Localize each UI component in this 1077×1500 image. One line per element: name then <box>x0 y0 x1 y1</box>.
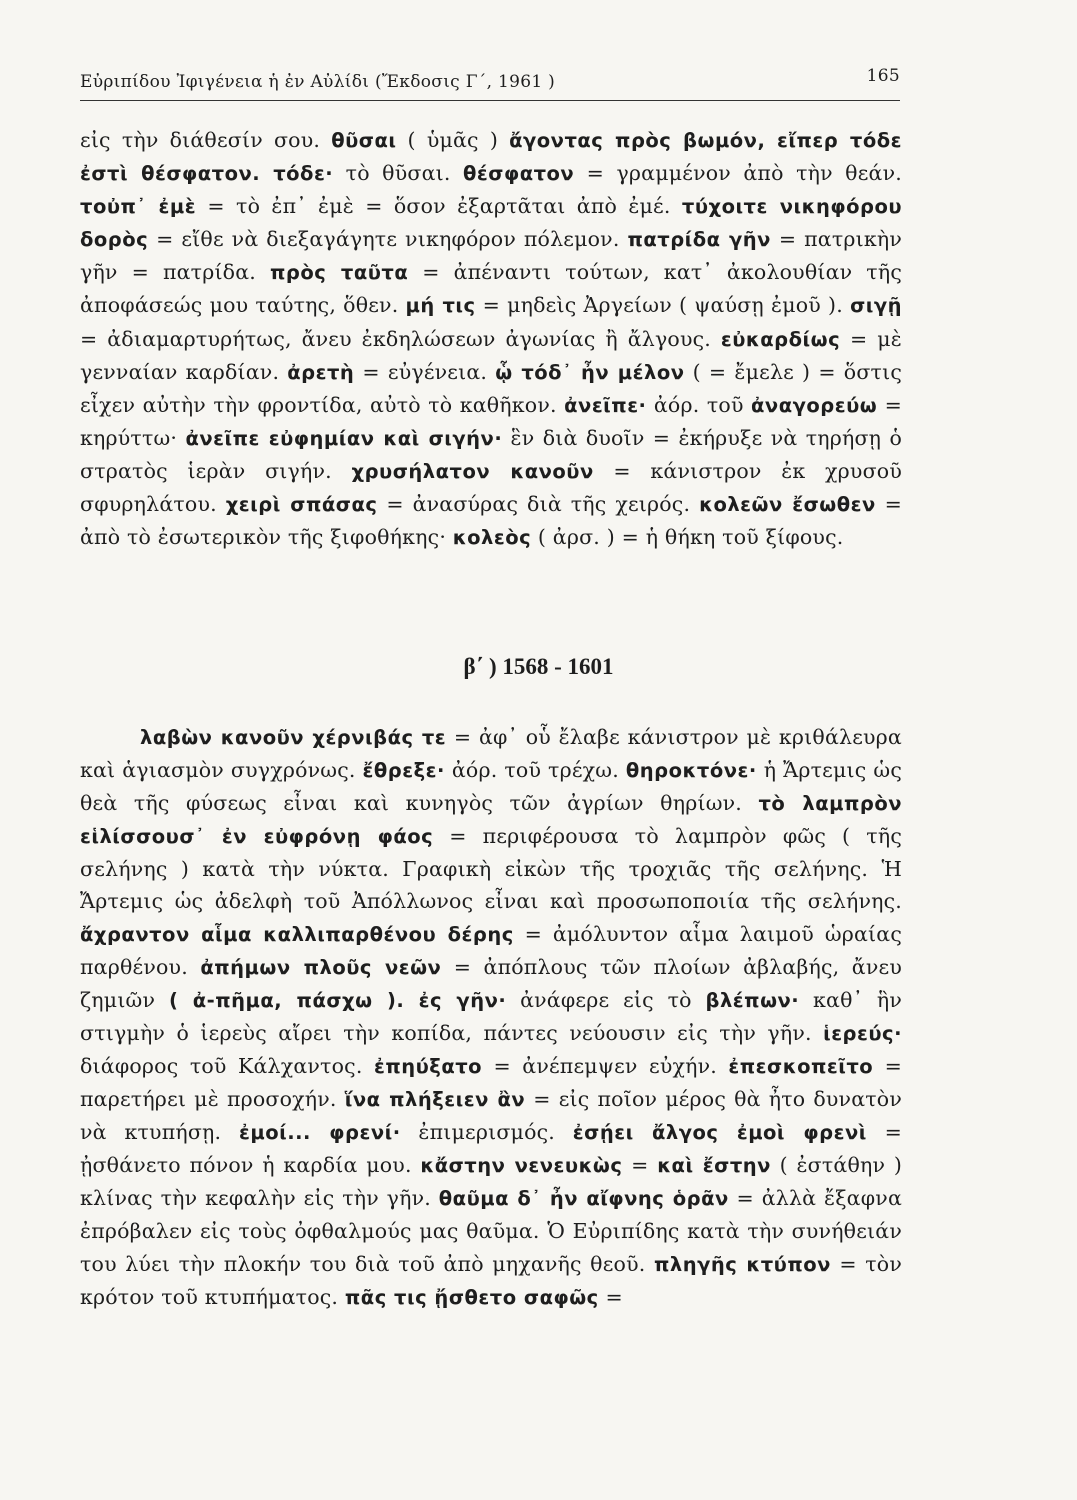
lemma: χρυσήλατον κανοῦν <box>351 459 594 483</box>
gloss-text: ( = ἔμελε ) = ὅστις εἶχεν αὐτὴν τὴν φροντίδα, αὐτὸ τὸ καθῆκον. <box>80 359 902 417</box>
gloss-text: = μηδεὶς Ἀργείων ( ψαύσῃ ἐμοῦ ). <box>475 293 851 318</box>
page-number: 165 <box>866 66 900 86</box>
gloss-text: ἀόρ. τοῦ <box>646 392 752 417</box>
lemma: ἄγοντας πρὸς βωμόν, εἴπερ τόδε ἐστὶ θέσφατον. τόδε· <box>80 129 902 186</box>
gloss-text: = γραμμένον ἀπὸ τὴν θεάν. <box>574 161 902 186</box>
header-title: Εὐριπίδου Ἰφιγένεια ἡ ἐν Αὐλίδι (Ἔκδοσις Γ΄, 1961 ) <box>80 72 556 92</box>
gloss-text: = ἀπὸ τὸ ἐσωτερικὸν τῆς ξιφοθήκης· <box>80 492 903 550</box>
commentary-paragraph <box>80 721 902 1314</box>
lemma: πᾶς τις ᾔσθετο σαφῶς <box>344 1285 599 1309</box>
gloss-text: ἡ Ἄρτεμις ὡς θεὰ τῆς φύσεως εἶναι καὶ κυνηγὸς τῶν ἀγρίων θηρίων. <box>80 758 902 816</box>
gloss-text: = ἀλλὰ ἔξαφνα ἐπρόβαλεν εἰς τοὺς ὀφθαλμούς μας θαῦμα. Ὁ Εὐριπίδης κατὰ τὴν συνήθειάν του λύει τὴν πλοκήν του διὰ τοῦ ἀπὸ μηχανῆς θεοῦ. <box>80 1186 902 1276</box>
lemma: πληγῆς κτύπον <box>653 1252 831 1276</box>
gloss-text: = ἀπέναντι τούτων, κατ᾽ ἀκολουθίαν τῆς ἀποφάσεώς μου ταύτης, ὅθεν. <box>80 260 903 318</box>
lemma: λαβὼν κανοῦν χέρνιβάς τε <box>140 726 447 749</box>
lemma: τοὐπ᾽ ἐμὲ <box>80 195 197 219</box>
gloss-text: ἐπιμερισμός. <box>400 1120 573 1145</box>
gloss-text: = τὸ ἐπ᾽ ἐμὲ = ὅσον ἐξαρτᾶται ἀπὸ ἐμέ. <box>196 194 682 219</box>
lemma: σιγῇ <box>850 294 903 318</box>
gloss-text: = ἀνασύρας διὰ τῆς χειρός. <box>377 492 700 517</box>
gloss-text: = εἰς ποῖον μέρος θὰ ἦτο δυνατὸν νὰ κτυπήσῃ. <box>80 1087 903 1145</box>
lemma: ἐσῄει ἄλγος ἐμοὶ φρενὶ <box>572 1121 867 1145</box>
gloss-text: = <box>622 1153 658 1178</box>
lemma: βλέπων· <box>705 988 800 1012</box>
lemma: εὐκαρδίως <box>720 327 841 351</box>
gloss-text: ( ἐστάθην ) κλίνας τὴν κεφαλὴν εἰς τὴν γῆν. <box>80 1153 903 1211</box>
gloss-text: = εὐγένεια. <box>354 359 496 384</box>
section-title: β΄ ) 1568 - 1601 <box>463 654 614 679</box>
commentary-block-2 <box>80 721 902 1314</box>
gloss-text: = τὸν κρότον τοῦ κτυπήματος. <box>80 1251 902 1309</box>
gloss-text: εἰς τὴν διάθεσίν σου. <box>80 128 332 152</box>
lemma: ἀνεῖπε· <box>564 393 647 417</box>
lemma: κολεὸς <box>452 526 532 550</box>
lemma: καὶ ἔστην <box>657 1154 771 1178</box>
gloss-text: ἀνάφερε εἰς τὸ <box>506 987 706 1012</box>
gloss-text: = ᾐσθάνετο πόνον ἡ καρδία μου. <box>80 1120 902 1178</box>
lemma: τὸ λαμπρὸν εἱλίσσουσ᾽ ἐν εὐφρόνῃ φάος <box>80 792 903 849</box>
lemma: χειρὶ σπάσας <box>225 493 378 517</box>
gloss-text: = ἀνέπεμψεν εὐχήν. <box>482 1053 729 1078</box>
commentary-block-1 <box>80 124 902 554</box>
gloss-text: διάφορος τοῦ Κάλχαντος. <box>80 1053 374 1078</box>
lemma: ἀναγορεύω <box>751 393 878 417</box>
lemma: θηροκτόνε· <box>625 759 757 783</box>
gloss-text: = ἀφ᾽ οὗ ἔλαβε κάνιστρον μὲ κριθάλευρα καὶ ἁγιασμὸν συγχρόνως. <box>80 725 902 783</box>
lemma: τύχοιτε νικηφόρου δορὸς <box>80 195 903 252</box>
lemma: κἄστην νενευκὼς <box>420 1154 623 1178</box>
gloss-text: = περιφέρουσα τὸ λαμπρὸν φῶς ( τῆς σελήνης ) κατὰ τὴν νύκτα. Γραφικὴ εἰκὼν τῆς τροχιᾶς τῆς σελήνης. Ἡ Ἄρτεμις ὡς ἀδελφὴ τοῦ Ἀπόλλωνος εἶναι καὶ προσωποποιία τῆς σελήνης. <box>80 824 903 914</box>
gloss-text: = ἀδιαμαρτυρήτως, ἄνευ ἐκδηλώσεων ἀγωνίας ἢ ἄλγους. <box>80 326 721 351</box>
gloss-text: = πατρικὴν γῆν = πατρίδα. <box>80 227 903 285</box>
lemma: ἔθρεξε· <box>362 759 445 783</box>
lemma: ἵνα πλήξειεν ἂν <box>344 1088 526 1112</box>
lemma: ( ἀ-πῆμα, πάσχω ). ἐς γῆν· <box>168 988 507 1012</box>
gloss-text: = μὲ γενναίαν καρδίαν. <box>80 326 902 384</box>
gloss-text: ( ὑμᾶς ) <box>396 128 510 152</box>
lemma: ᾧ τόδ᾽ ἦν μέλον <box>495 360 685 384</box>
gloss-text: = κηρύττω· <box>80 392 903 450</box>
gloss-text: = ἀμόλυντον αἷμα λαιμοῦ ὡραίας παρθένου. <box>80 921 902 979</box>
gloss-text: = ἀπόπλους τῶν πλοίων ἀβλαβής, ἄνευ ζημιῶν <box>80 954 902 1012</box>
gloss-text: ἓν διὰ δυοῖν = ἐκήρυξε νὰ τηρήσῃ ὁ στρατὸς ἱερὰν σιγήν. <box>80 425 902 483</box>
lemma: πρὸς ταῦτα <box>269 261 409 285</box>
lemma: ἄχραντον αἷμα καλλιπαρθένου δέρης <box>80 922 514 946</box>
lemma: θέσφατον <box>463 162 575 186</box>
lemma: ἐμοί... φρενί· <box>239 1121 401 1145</box>
lemma: ἀπήμων πλοῦς νεῶν <box>200 955 442 979</box>
commentary-paragraph <box>80 124 902 554</box>
header-rule <box>80 100 900 101</box>
lemma: ἐπεσκοπεῖτο <box>728 1054 874 1078</box>
gloss-text: = εἴθε νὰ διεξαγάγητε νικηφόρον πόλεμον. <box>148 227 628 252</box>
lemma: ἐπηύξατο <box>373 1054 483 1078</box>
gloss-text: ἀόρ. τοῦ τρέχω. <box>444 758 626 783</box>
lemma: ἀνεῖπε εὐφημίαν καὶ σιγήν· <box>185 426 503 450</box>
gloss-text: τὸ θῦσαι. <box>333 161 463 186</box>
lemma: θαῦμα δ᾽ ἦν αἴφνης ὁρᾶν <box>438 1187 729 1211</box>
lemma: πατρίδα γῆν <box>627 228 771 252</box>
lemma: ἀρετὴ <box>287 360 355 384</box>
lemma: ἱερεύς· <box>823 1021 902 1045</box>
lemma: κολεῶν ἔσωθεν <box>699 493 876 517</box>
gloss-text: = <box>598 1284 623 1309</box>
gloss-text: = κάνιστρον ἐκ χρυσοῦ σφυρηλάτου. <box>80 458 902 517</box>
gloss-text: καθ᾽ ἣν στιγμὴν ὁ ἱερεὺς αἴρει τὴν κοπίδα, πάντες νεύουσιν εἰς τὴν γῆν. <box>80 987 903 1045</box>
lemma: μή τις <box>405 294 476 318</box>
lemma: θῦσαι <box>331 129 397 152</box>
gloss-text: ( ἀρσ. ) = ἡ θήκη τοῦ ξίφους. <box>531 525 844 550</box>
gloss-text: = παρετήρει μὲ προσοχήν. <box>80 1053 903 1112</box>
